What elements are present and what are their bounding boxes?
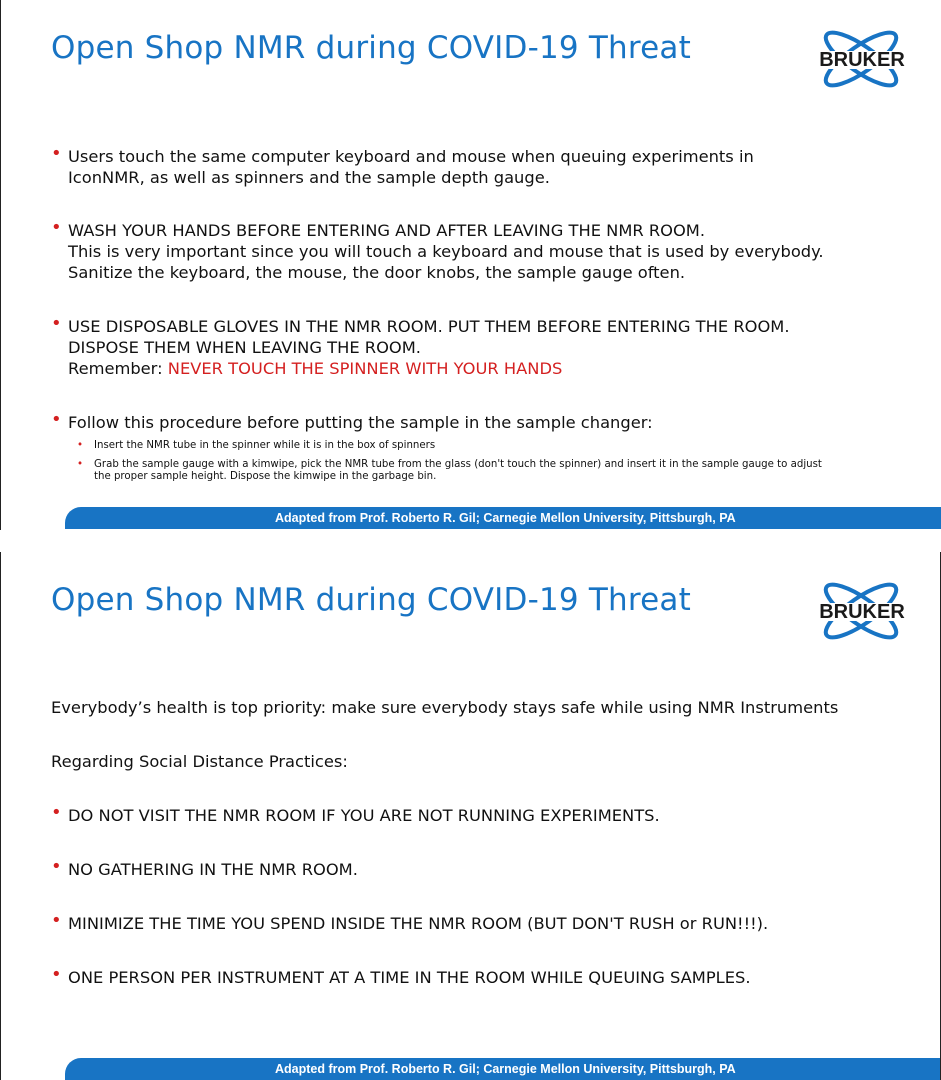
bullet-gloves: • USE DISPOSABLE GLOVES IN THE NMR ROOM. PUT THEM BEFORE ENTERING THE ROOM. DISPOSE THEM WHEN LEAVING THE ROOM. Remember: NEVER TOUCH THE SPINNER WITH YOUR HANDS [51, 313, 790, 378]
bullet-no-gathering: • NO GATHERING IN THE NMR ROOM. [51, 856, 358, 879]
bullet-dot: • [77, 459, 84, 470]
bullet-dot: • [51, 964, 62, 985]
bullet-wash-hands: • WASH YOUR HANDS BEFORE ENTERING AND AFTER LEAVING THE NMR ROOM. This is very important since you will touch a keyboard and mouse that is used by everybody. Sanitize the keyboard, the mouse, the door knobs, the sample gauge often. [51, 217, 824, 282]
slide-1 [0, 0, 941, 530]
slide-title: Open Shop NMR during COVID-19 Threat [51, 582, 691, 618]
bullet-shared-equipment: • Users touch the same computer keyboard and mouse when queuing experiments in IconNMR, as well as spinners and the sample depth gauge. [51, 143, 754, 187]
slide-title: Open Shop NMR during COVID-19 Threat [51, 30, 691, 66]
bullet-dot: • [51, 217, 62, 238]
bullet-dot: • [51, 409, 62, 430]
bullet-no-visit: • DO NOT VISIT THE NMR ROOM IF YOU ARE NOT RUNNING EXPERIMENTS. [51, 802, 660, 825]
subheading: Regarding Social Distance Practices: [51, 752, 348, 771]
logo-text: BRUKER [819, 49, 905, 71]
subbullet-insert-tube: • Insert the NMR tube in the spinner while it is in the box of spinners [77, 440, 436, 451]
remember-line: Remember: NEVER TOUCH THE SPINNER WITH YOUR HANDS [68, 359, 563, 378]
bullet-one-person: • ONE PERSON PER INSTRUMENT AT A TIME IN THE ROOM WHILE QUEUING SAMPLES. [51, 964, 751, 987]
logo-text: BRUKER [819, 601, 905, 623]
footer-text: Adapted from Prof. Roberto R. Gil; Carnegie Mellon University, Pittsburgh, PA [275, 511, 736, 525]
bullet-dot: • [51, 856, 62, 877]
bullet-minimize-time: • MINIMIZE THE TIME YOU SPEND INSIDE THE NMR ROOM (BUT DON'T RUSH or RUN!!!). [51, 910, 769, 933]
bullet-dot: • [77, 440, 84, 451]
bullet-dot: • [51, 313, 62, 334]
slide-separator [0, 530, 941, 552]
slide-2 [0, 552, 941, 1080]
bruker-logo [797, 24, 925, 94]
bullet-dot: • [51, 143, 62, 164]
footer-bar [65, 1058, 941, 1080]
warning-text: NEVER TOUCH THE SPINNER WITH YOUR HANDS [167, 359, 563, 378]
subbullet-sample-gauge: • Grab the sample gauge with a kimwipe, pick the NMR tube from the glass (don't touch the spinner) and insert it in the sample gauge to adjust the proper sample height. Dispose the kimwipe in the garbage bin. [77, 459, 822, 482]
intro-text: Everybody’s health is top priority: make sure everybody stays safe while using NMR Instruments [51, 698, 839, 717]
footer-bar [65, 507, 941, 529]
bullet-dot: • [51, 802, 62, 823]
bruker-logo [797, 576, 925, 646]
bullet-procedure: • Follow this procedure before putting the sample in the sample changer: [51, 409, 653, 432]
footer-text: Adapted from Prof. Roberto R. Gil; Carnegie Mellon University, Pittsburgh, PA [275, 1062, 736, 1076]
bullet-dot: • [51, 910, 62, 931]
